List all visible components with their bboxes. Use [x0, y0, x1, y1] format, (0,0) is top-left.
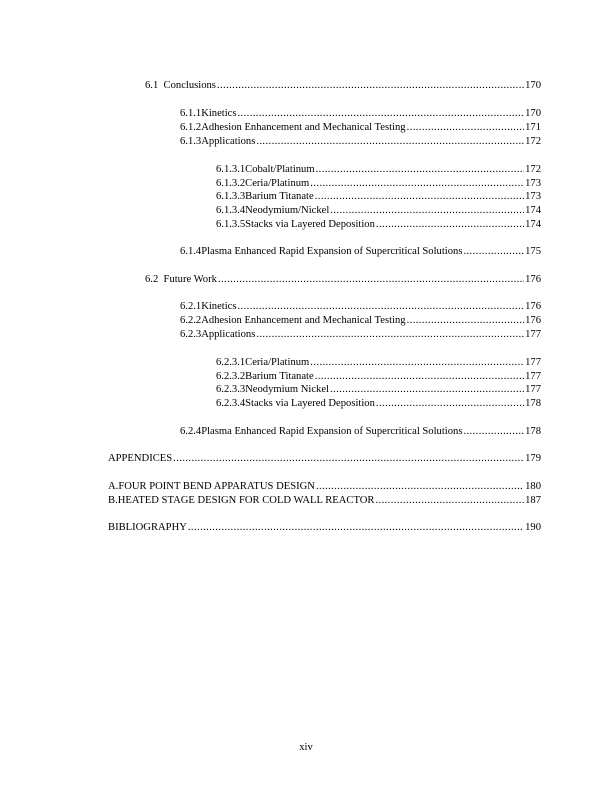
toc-entry-page: 176	[525, 274, 541, 285]
toc-entry-title: APPENDICES	[108, 453, 173, 464]
toc-entry-title: Applications	[201, 136, 256, 147]
toc-entry-number: 6.1.3.4	[216, 205, 246, 216]
toc-leader-dots	[310, 179, 524, 190]
toc-entry-title: Ceria/Platinum	[245, 357, 310, 368]
page-number: xiv	[299, 742, 313, 753]
toc-leader-dots	[463, 247, 524, 258]
toc-entry-page: 190	[525, 522, 541, 533]
toc-entry-6-1-3-4	[216, 206, 541, 218]
toc-entry-page: 177	[525, 357, 541, 368]
toc-entry-number: 6.2.3.4	[216, 398, 246, 409]
toc-entry-title: Kinetics	[201, 108, 237, 119]
toc-entry-page: 180	[525, 481, 541, 492]
toc-entry-6-1-3-3	[216, 192, 541, 204]
toc-entry-title: Stacks via Layered Deposition	[245, 219, 375, 230]
toc-entry-title: Adhesion Enhancement and Mechanical Testing	[201, 315, 406, 326]
toc-entry-title: Plasma Enhanced Rapid Expansion of Supercritical Solutions	[201, 426, 463, 437]
toc-entry-title: Neodymium/Nickel	[245, 205, 330, 216]
toc-leader-dots	[310, 358, 524, 369]
toc-entry-page: 177	[525, 329, 541, 340]
toc-entry-appendices	[108, 454, 541, 466]
toc-entry-page: 176	[525, 315, 541, 326]
toc-entry-page: 177	[525, 384, 541, 395]
toc-entry-page: 178	[525, 426, 541, 437]
toc-entry-number: 6.1	[145, 80, 159, 91]
toc-leader-dots	[316, 482, 524, 493]
toc-entry-title: Applications	[201, 329, 256, 340]
toc-entry-number: 6.2.3.3	[216, 384, 246, 395]
toc-entry-title: Conclusions	[163, 80, 216, 91]
toc-leader-dots	[463, 427, 524, 438]
toc-leader-dots	[217, 81, 524, 92]
toc-entry-number: 6.1.3.1	[216, 164, 246, 175]
toc-entry-page: 172	[525, 164, 541, 175]
toc-entry-title: Neodymium Nickel	[245, 384, 329, 395]
toc-entry-6-1-3	[180, 137, 541, 149]
toc-leader-dots	[407, 123, 525, 134]
toc-entry-title: Plasma Enhanced Rapid Expansion of Supercritical Solutions	[201, 246, 463, 257]
toc-entry-6-2-2	[180, 316, 541, 328]
toc-entry-6-2-1	[180, 302, 541, 314]
toc-entry-number: 6.1.3.2	[216, 178, 246, 189]
toc-entry-6-1	[145, 81, 541, 93]
toc-entry-number: 6.1.3	[180, 136, 202, 147]
toc-entry-page: 176	[525, 301, 541, 312]
toc-entry-title: Stacks via Layered Deposition	[245, 398, 375, 409]
toc-entry-page: 172	[525, 136, 541, 147]
toc-entry-page: 170	[525, 108, 541, 119]
toc-entry-number: 6.1.3.3	[216, 191, 246, 202]
toc-leader-dots	[407, 316, 525, 327]
toc-entry-number: 6.1.3.5	[216, 219, 246, 230]
toc-entry-number: 6.2.4	[180, 426, 202, 437]
toc-entry-title: Ceria/Platinum	[245, 178, 310, 189]
toc-entry-6-2-3-4	[216, 399, 541, 411]
toc-entry-page: 174	[525, 219, 541, 230]
toc-entry-title: Kinetics	[201, 301, 237, 312]
toc-leader-dots	[330, 206, 524, 217]
toc-entry-number: 6.2.3.2	[216, 371, 246, 382]
toc-entry-number: 6.2.3.1	[216, 357, 246, 368]
toc-entry-page: 173	[525, 191, 541, 202]
toc-entry-page: 171	[525, 122, 541, 133]
toc-entry-6-1-3-5	[216, 220, 541, 232]
toc-entry-bibliography	[108, 523, 541, 535]
toc-entry-page: 187	[525, 495, 541, 506]
toc-entry-title: FOUR POINT BEND APPARATUS DESIGN	[118, 481, 315, 492]
toc-leader-dots	[316, 165, 525, 176]
toc-leader-dots	[376, 220, 524, 231]
toc-entry-6-1-3-2	[216, 179, 541, 191]
toc-leader-dots	[238, 109, 525, 120]
toc-entry-number: 6.1.2	[180, 122, 202, 133]
toc-entry-page: 179	[525, 453, 541, 464]
toc-entry-number: B.	[108, 495, 118, 506]
toc-entry-6-2-3-1	[216, 358, 541, 370]
toc-entry-page: 174	[525, 205, 541, 216]
toc-leader-dots	[188, 523, 524, 534]
toc-leader-dots	[218, 275, 524, 286]
toc-entry-number: 6.1.4	[180, 246, 202, 257]
toc-leader-dots	[375, 496, 524, 507]
toc-entry-6-1-3-1	[216, 165, 541, 177]
toc-entry-page: 173	[525, 178, 541, 189]
toc-entry-6-2-3-3	[216, 385, 541, 397]
toc-entry-title: BIBLIOGRAPHY	[108, 522, 187, 533]
toc-entry-6-1-1	[180, 109, 541, 121]
toc-entry-number: 6.1.1	[180, 108, 202, 119]
toc-entry-6-1-2	[180, 123, 541, 135]
toc-entry-number: 6.2.3	[180, 329, 202, 340]
toc-entry-appendix-a	[108, 482, 541, 494]
toc-leader-dots	[256, 330, 524, 341]
toc-entry-number: A.	[108, 481, 119, 492]
toc-entry-6-1-4	[180, 247, 541, 259]
toc-entry-title: Cobalt/Platinum	[245, 164, 315, 175]
toc-entry-6-2-3	[180, 330, 541, 342]
toc-entry-page: 177	[525, 371, 541, 382]
toc-entry-number: 6.2.1	[180, 301, 202, 312]
toc-entry-page: 178	[525, 398, 541, 409]
toc-entry-title: Barium Titanate	[245, 371, 314, 382]
toc-entry-page: 170	[525, 80, 541, 91]
toc-entry-page: 175	[525, 246, 541, 257]
toc-leader-dots	[256, 137, 524, 148]
toc-leader-dots	[315, 192, 524, 203]
toc-entry-6-2-3-2	[216, 372, 541, 384]
toc-entry-appendix-b	[108, 496, 541, 508]
toc-entry-title: Adhesion Enhancement and Mechanical Testing	[201, 122, 406, 133]
toc-leader-dots	[315, 372, 524, 383]
toc-leader-dots	[173, 454, 524, 465]
toc-entry-title: Barium Titanate	[245, 191, 314, 202]
toc-entry-title: Future Work	[163, 274, 217, 285]
toc-entry-6-2	[145, 275, 541, 287]
toc-entry-6-2-4	[180, 427, 541, 439]
toc-entry-number: 6.2	[145, 274, 159, 285]
toc-entry-title: HEATED STAGE DESIGN FOR COLD WALL REACTOR	[117, 495, 375, 506]
toc-entry-number: 6.2.2	[180, 315, 202, 326]
toc-leader-dots	[376, 399, 524, 410]
toc-leader-dots	[330, 385, 524, 396]
toc-leader-dots	[238, 302, 525, 313]
